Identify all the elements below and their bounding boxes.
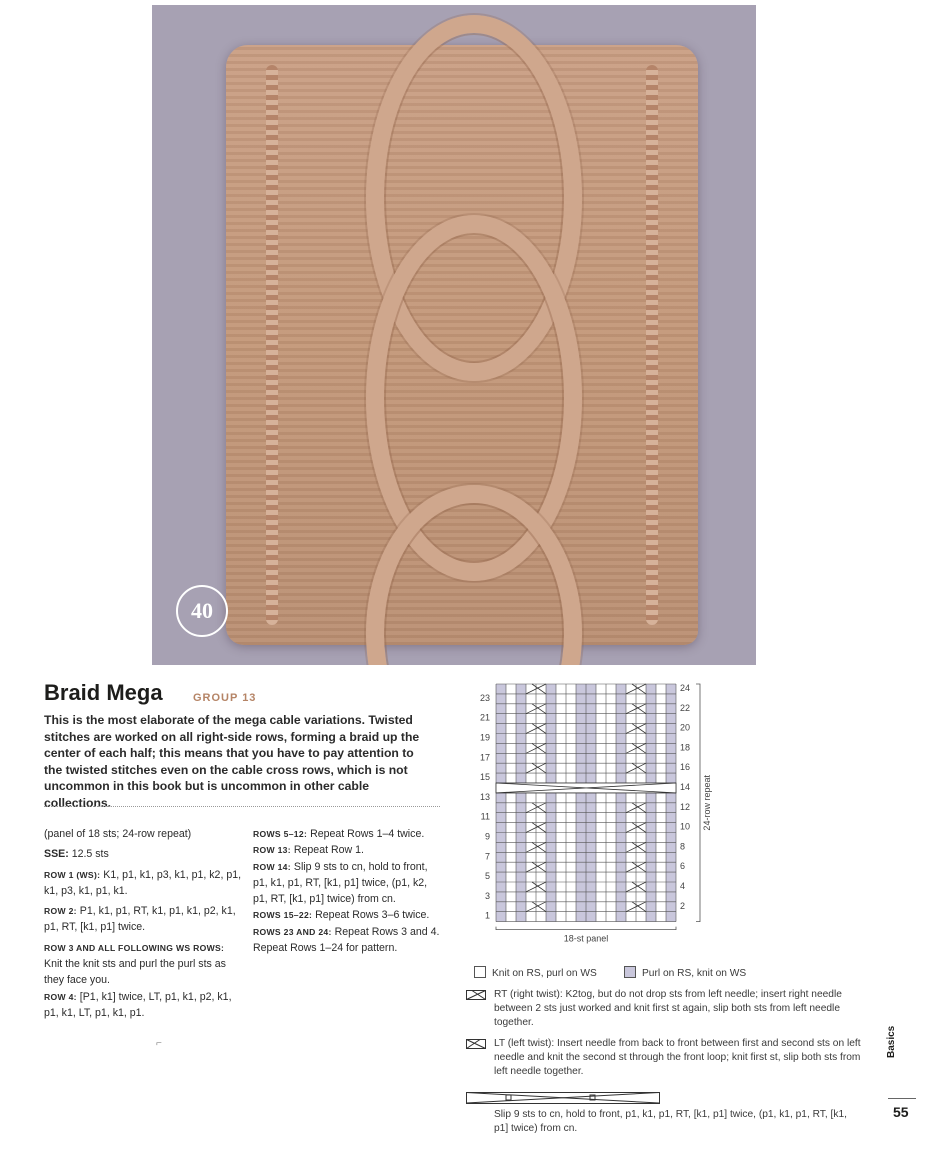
row-13 [253,842,443,858]
rows-5-12-label: ROWS 5–12: [253,829,308,839]
row-13-text: Repeat Row 1. [293,844,364,857]
key-rt-text: RT (right twist): K2tog, but do not drop sts from left needle; insert right needle between 2 sts just worked and knit first st again, slip both sts from left needle together. [494,989,842,1028]
rows-15-22 [253,907,443,923]
intro-text: This is the most elaborate of the mega cable variations. Twisted stitches are worked on all right-side rows, forming a braid up the center of each half; this means that you have to pay attention to the twisted stitches even on the cable cross rows, which is not uncommon in this book but is uncommon in other cable collections. [44,713,420,810]
sse-line [44,846,244,862]
purl-box-icon [624,966,636,978]
row-number-right: 24 [680,683,691,693]
row-number-right: 8 [680,841,686,852]
row-number-left: 11 [480,811,490,822]
row-number-left: 23 [479,692,490,703]
repeat-label: 24-row repeat [702,775,712,831]
panel-bracket [496,927,676,930]
left-rib [266,65,278,625]
group-label: GROUP 13 [193,692,257,704]
row-number-left: 1 [484,910,490,921]
row-number-left: 9 [484,831,490,842]
rows-23-24-label: ROWS 23 AND 24: [253,926,332,937]
row-2-text: P1, k1, p1, RT, k1, p1, k1, p2, k1, p1, RT, [k1, p1] twice. [44,905,236,934]
row-3-label: ROW 3 AND ALL FOLLOWING WS ROWS: [44,942,225,953]
cable-cross-symbol-icon [466,1092,660,1104]
row-3-text: Knit the knit sts and purl the purl sts as they face you. [44,958,226,987]
swatch-photo [152,5,756,665]
key-rt [466,988,862,1030]
row-4-text: [P1, k1] twice, LT, p1, k1, p2, k1, p1, k1, LT, p1, k1, p1. [44,990,232,1019]
knit-box-icon [474,966,486,978]
lt-symbol-icon [466,1039,486,1049]
row-3 [44,940,244,989]
row-number-right: 14 [680,782,691,792]
instructions-column-2 [253,826,443,960]
row-14-label: ROW 14: [253,861,291,872]
row-number-left: 3 [484,890,490,901]
key-knit-text: Knit on RS, purl on WS [492,968,597,979]
stitch-chart [460,678,720,948]
rows-15-22-text: Repeat Rows 3–6 twice. [315,909,430,922]
row-number-right: 10 [680,821,691,832]
divider [44,806,440,807]
row-number-right: 12 [680,801,691,812]
row-number-right: 6 [680,861,686,872]
row-13-label: ROW 13: [253,845,291,856]
row-14-text: Slip 9 sts to cn, hold to front, p1, k1, p1, RT, [k1, p1] twice, (p1, k2, p1, RT, [k1, p1] twice) from cn. [253,860,428,906]
instructions-column-1 [44,826,244,1025]
key-purl [624,966,746,981]
repeat-note: Repeat Rows 1–24 for pattern. [253,942,398,955]
row-4 [44,989,244,1022]
row-2 [44,903,244,936]
panel-info: (panel of 18 sts; 24-row repeat) [44,828,192,840]
row-number-left: 5 [484,871,490,882]
knitted-swatch [226,45,698,645]
row-2-label: ROW 2: [44,906,77,917]
row-14 [253,859,443,908]
right-rib [646,65,658,625]
key-purl-text: Purl on RS, knit on WS [642,968,747,979]
row-number-right: 16 [680,762,691,773]
rows-23-24-text: Repeat Rows 3 and 4. [334,925,440,938]
row-number-left: 15 [479,772,490,783]
rows-23-24 [253,924,443,940]
row-1 [44,867,244,900]
rows-5-12-text: Repeat Rows 1–4 twice. [310,828,425,840]
page-number: 55 [893,1104,909,1120]
key-lt-text: LT (left twist): Insert needle from back to front between first and second sts on left needle and knit the second st through the front loop; knit first st, slip both sts from left needle together. [494,1038,861,1077]
rows-5-12 [253,826,443,842]
row-number-right: 18 [680,742,691,753]
key-cable-text: Slip 9 sts to cn, hold to front, p1, k1, p1, RT, [k1, p1] twice, (p1, k1, p1, RT, [k1, p1] twice) from cn. [494,1109,847,1134]
pattern-number-badge: 40 [176,585,228,637]
row-number-left: 17 [479,752,490,763]
panel-label: 18-st panel [563,933,609,944]
sse-value: 12.5 sts [71,848,109,861]
pattern-title: Braid Mega [44,680,163,705]
row-number-right: 4 [680,881,686,891]
row-number-right: 20 [680,722,691,733]
key-knit [474,966,597,981]
row-number-left: 21 [479,712,490,723]
scribble-mark: ⌐ [156,1038,162,1049]
repeat-bracket [696,684,700,922]
row-1-label: ROW 1 (WS): [44,869,101,880]
row-4-label: ROW 4: [44,991,77,1002]
section-label: Basics [886,1025,897,1058]
section-rule [888,1098,916,1099]
row-number-left: 7 [484,851,490,862]
sse-label: SSE: [44,848,69,861]
row-1-text: K1, p1, k1, p3, k1, p1, k2, p1, k1, p3, k1, p1, k1. [44,868,242,897]
row-number-left: 13 [479,791,490,802]
rows-15-22-label: ROWS 15–22: [253,910,313,921]
key-lt [466,1037,862,1079]
row-number-left: 19 [479,732,490,743]
row-number-right: 2 [680,900,686,911]
rt-symbol-icon [466,990,486,1000]
row-number-right: 22 [680,702,691,713]
chart-svg [460,678,720,948]
